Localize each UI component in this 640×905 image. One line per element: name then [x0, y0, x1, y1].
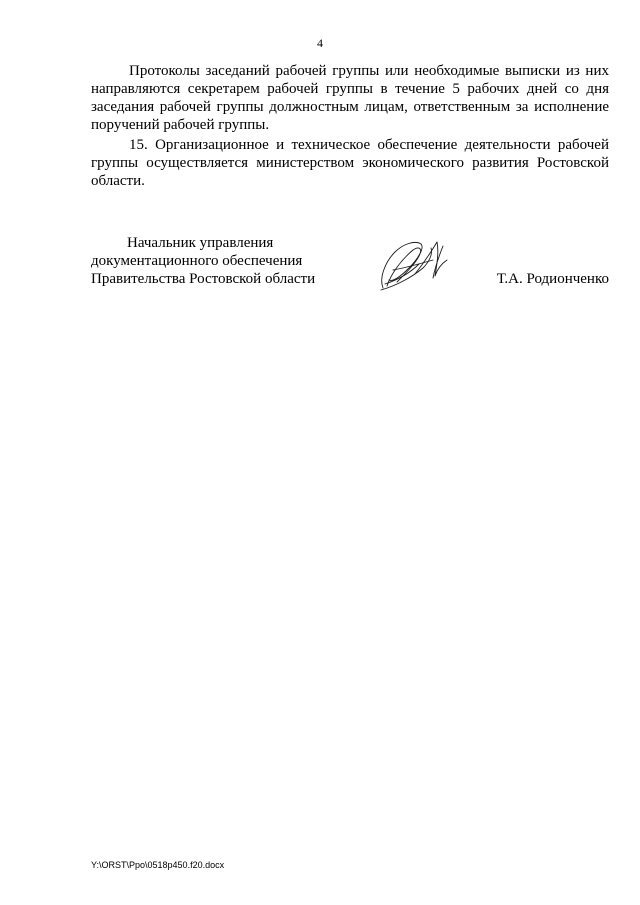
body-paragraph-protocols: [91, 62, 609, 134]
signer-name: Т.А. Родионченко: [496, 271, 609, 287]
signatory-title: [91, 234, 341, 288]
signatory-title-line-2: документационного обеспечения: [91, 253, 303, 269]
page-number: 4: [317, 36, 323, 50]
signature-block: [91, 234, 609, 304]
handwritten-signature: [371, 234, 461, 294]
body-paragraph-support: [91, 136, 609, 190]
signatory-title-line-1: Начальник управления: [127, 235, 274, 251]
document-file-path: Y:\ORST\Ppo\0518p450.f20.docx: [91, 860, 225, 870]
paragraph-text: Протоколы заседаний рабочей группы или необходимые выписки из них направляются секретарем рабочей группы в течение 5 рабочих дней со дня заседания рабочей группы должностным лицам, ответственным за исполнение поручений рабочей группы.: [91, 63, 609, 133]
paragraph-text: 15. Организационное и техническое обеспечение деятельности рабочей группы осуществляется министерством экономического развития Ростовской области.: [91, 137, 609, 189]
signatory-title-line-3: Правительства Ростовской области: [91, 271, 316, 287]
